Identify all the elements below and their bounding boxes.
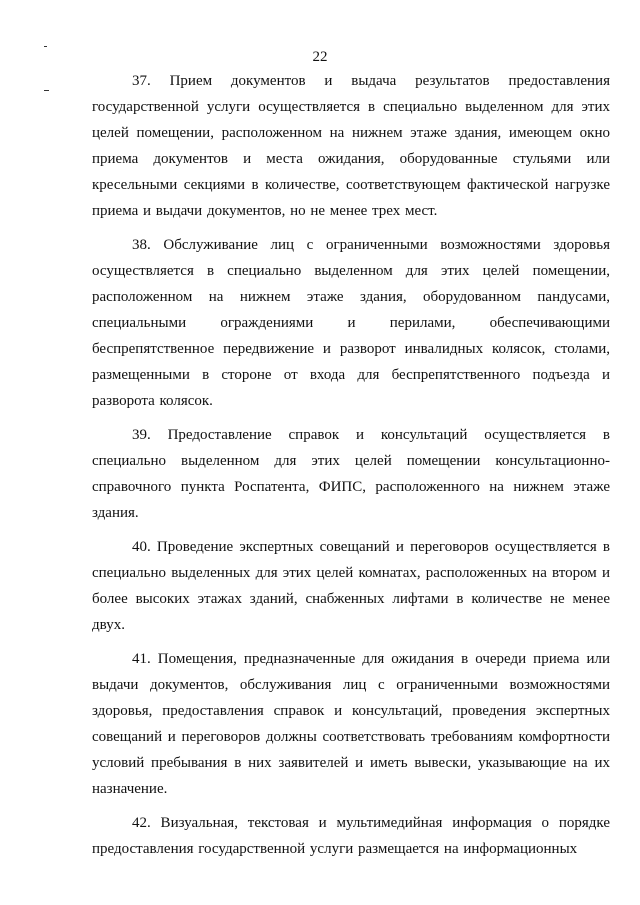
scan-mark-bottom (44, 90, 49, 91)
paragraph-41: 41. Помещения, предназначенные для ожидания в очереди приема или выдачи документов, обслуживания лиц с ограниченными возможностями здоровья, предоставления справок и консультаций, проведения экспертных совещаний и переговоров должны соответствовать требованиям комфортности условий пребывания в них заявителей и иметь вывески, указывающие на их назначение. (92, 651, 610, 797)
paragraph-39: 39. Предоставление справок и консультаций осуществляется в специально выделенном для этих целей помещении консультационно-справочного пункта Роспатента, ФИПС, расположенного на нижнем этаже здания. (92, 427, 610, 521)
paragraph-42: 42. Визуальная, текстовая и мультимедийная информация о порядке предоставления государственной услуги размещается на информационных (92, 815, 610, 857)
scan-mark-top (44, 46, 47, 47)
page-number: 22 (312, 49, 328, 65)
paragraph-38: 38. Обслуживание лиц с ограниченными возможностями здоровья осуществляется в специально выделенном для этих целей помещении, расположенном на нижнем этаже здания, оборудованном пандусами, специальными ограждениями и перилами, обеспечивающими беспрепятственное передвижение и разворот инвалидных колясок, столами, размещенными в стороне от входа для беспрепятственного подъезда и разворота колясок. (92, 237, 610, 409)
paragraph-37: 37. Прием документов и выдача результатов предоставления государственной услуги осуществляется в специально выделенном для этих целей помещении, расположенном на нижнем этаже здания, имеющем окно приема документов и места ожидания, оборудованные стульями или кресельными секциями в количестве, соответствующем фактической нагрузке приема и выдачи документов, но не менее трех мест. (92, 73, 610, 219)
paragraph-40: 40. Проведение экспертных совещаний и переговоров осуществляется в специально выделенных для этих целей комнатах, расположенных на втором и более высоких этажах зданий, снабженных лифтами в количестве не менее двух. (92, 539, 610, 633)
document-body (92, 68, 610, 870)
